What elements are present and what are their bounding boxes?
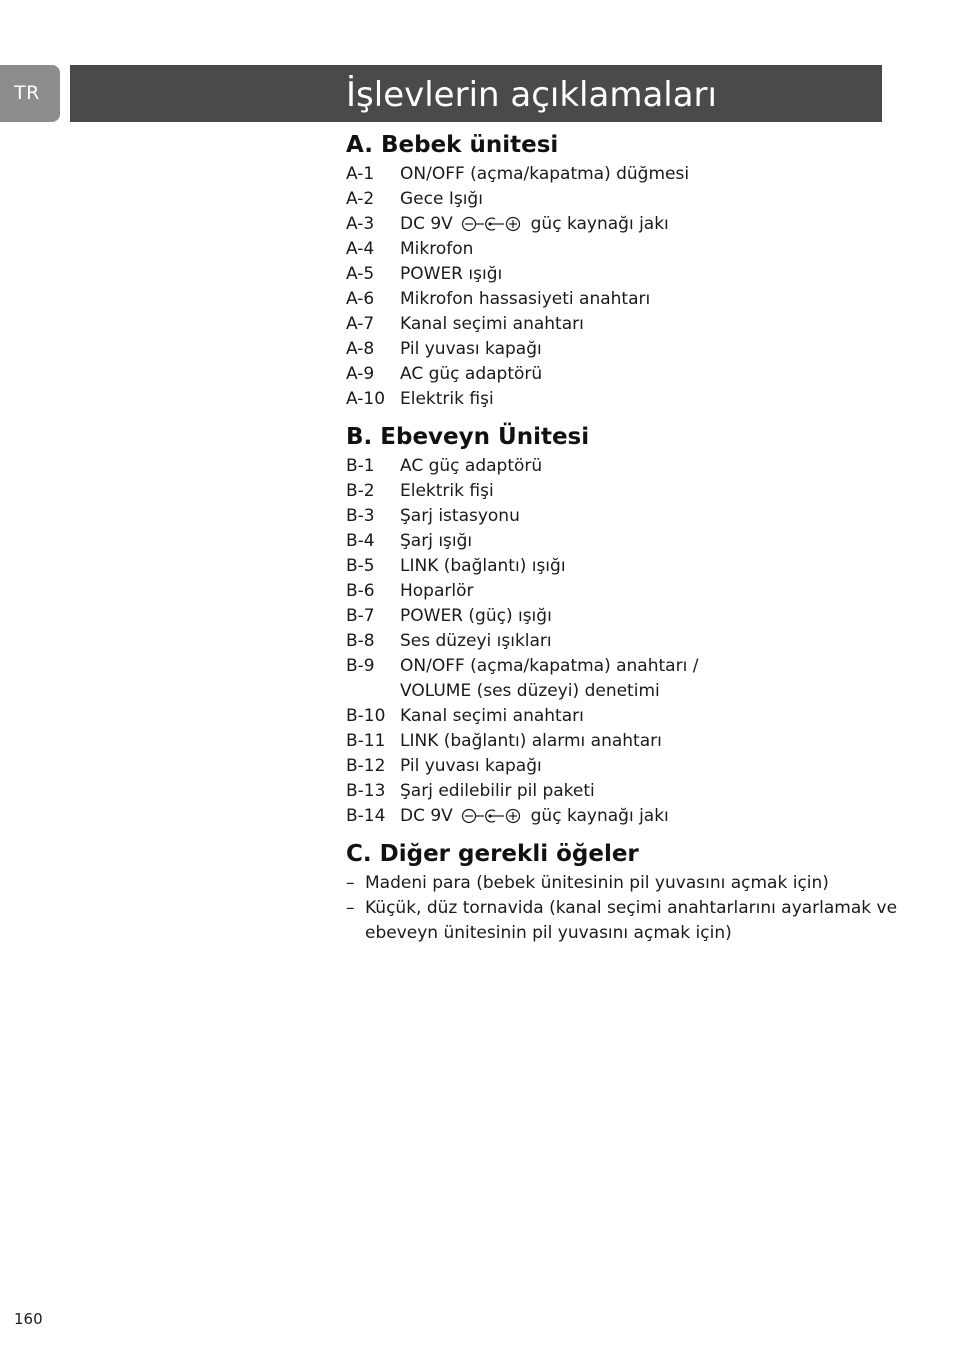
list-item [346,262,886,287]
list-item [346,654,886,704]
item-label-pre: DC 9V [400,214,453,234]
item-code: B-5 [346,556,375,576]
item-code: A-8 [346,339,375,359]
list-item [346,896,898,946]
list-item [346,729,886,754]
language-tab: TR [0,65,60,122]
item-label: POWER ışığı [400,264,503,284]
section-b-list [346,454,886,829]
list-item [346,287,886,312]
list-item [346,554,886,579]
item-text [365,896,897,946]
item-label: Gece Işığı [400,189,483,209]
page-title: İşlevlerin açıklamaları [346,75,717,115]
item-label: Pil yuvası kapağı [400,339,542,359]
content [346,128,898,946]
list-item [346,312,886,337]
item-label-post: güç kaynağı jakı [530,214,669,234]
item-code: A-3 [346,214,375,234]
section-spacer [346,412,886,420]
item-code: B-9 [346,656,375,676]
item-code: A-2 [346,189,375,209]
item-code: A-4 [346,239,375,259]
list-item [346,604,886,629]
item-label: AC güç adaptörü [400,456,543,476]
item-label: Şarj edilebilir pil paketi [400,781,595,801]
item-label: Kanal seçimi anahtarı [400,706,584,726]
item-text-line1: Küçük, düz tornavida (kanal seçimi anahtarlarını ayarlamak ve [365,898,898,918]
item-code: B-11 [346,731,386,751]
title-bar [70,65,882,122]
item-label: Hoparlör [400,581,474,601]
item-code: A-7 [346,314,375,334]
dc-polarity-icon [460,808,522,824]
item-text: Madeni para (bebek ünitesinin pil yuvasını açmak için) [365,873,829,893]
list-item [346,704,886,729]
item-code: B-14 [346,806,386,826]
list-item [346,504,886,529]
item-code: A-6 [346,289,375,309]
item-label [400,654,886,704]
list-item [346,871,886,896]
page-number: 160 [14,1310,43,1328]
dc-polarity-icon [460,216,522,232]
item-label [400,212,886,237]
item-label: Elektrik fişi [400,389,494,409]
item-label: Şarj ışığı [400,531,473,551]
item-label: LINK (bağlantı) alarmı anahtarı [400,731,662,751]
item-code: B-2 [346,481,375,501]
list-item [346,162,886,187]
section-b-heading: B. Ebeveyn Ünitesi [346,424,590,450]
item-label: POWER (güç) ışığı [400,606,552,626]
dash-bullet: – [346,898,355,918]
item-code: B-10 [346,706,386,726]
section-a-heading: A. Bebek ünitesi [346,132,559,158]
item-text-line2: ebeveyn ünitesinin pil yuvasını açmak için) [365,923,732,943]
item-label: Ses düzeyi ışıkları [400,631,552,651]
item-label: AC güç adaptörü [400,364,543,384]
item-code: B-4 [346,531,375,551]
list-item [346,754,886,779]
item-code: B-6 [346,581,375,601]
list-item [346,362,886,387]
item-code: B-12 [346,756,386,776]
item-label: Mikrofon [400,239,474,259]
section-spacer [346,829,886,837]
list-item [346,454,886,479]
list-item [346,237,886,262]
item-code: A-5 [346,264,375,284]
item-label-post: güç kaynağı jakı [530,806,669,826]
item-label: Mikrofon hassasiyeti anahtarı [400,289,651,309]
list-item [346,804,886,829]
section-c-list [346,871,898,946]
item-label [400,804,886,829]
item-label: Pil yuvası kapağı [400,756,542,776]
list-item [346,579,886,604]
item-label: Şarj istasyonu [400,506,520,526]
item-code: B-13 [346,781,386,801]
item-label-pre: DC 9V [400,806,453,826]
item-code: B-3 [346,506,375,526]
item-label-line2: VOLUME (ses düzeyi) denetimi [400,681,660,701]
item-code: B-1 [346,456,375,476]
item-label-line1: ON/OFF (açma/kapatma) anahtarı / [400,656,699,676]
list-item [346,337,886,362]
item-code: A-9 [346,364,375,384]
list-item [346,212,886,237]
section-c-heading: C. Diğer gerekli öğeler [346,841,639,867]
item-code: A-10 [346,389,386,409]
item-code: B-8 [346,631,375,651]
dash-bullet: – [346,873,355,893]
list-item [346,187,886,212]
item-label: ON/OFF (açma/kapatma) düğmesi [400,164,690,184]
list-item [346,779,886,804]
item-code: B-7 [346,606,375,626]
list-item [346,629,886,654]
item-label: Kanal seçimi anahtarı [400,314,584,334]
list-item [346,479,886,504]
item-code: A-1 [346,164,375,184]
list-item [346,387,886,412]
list-item [346,529,886,554]
section-a-list [346,162,886,412]
item-label: LINK (bağlantı) ışığı [400,556,566,576]
item-label: Elektrik fişi [400,481,494,501]
